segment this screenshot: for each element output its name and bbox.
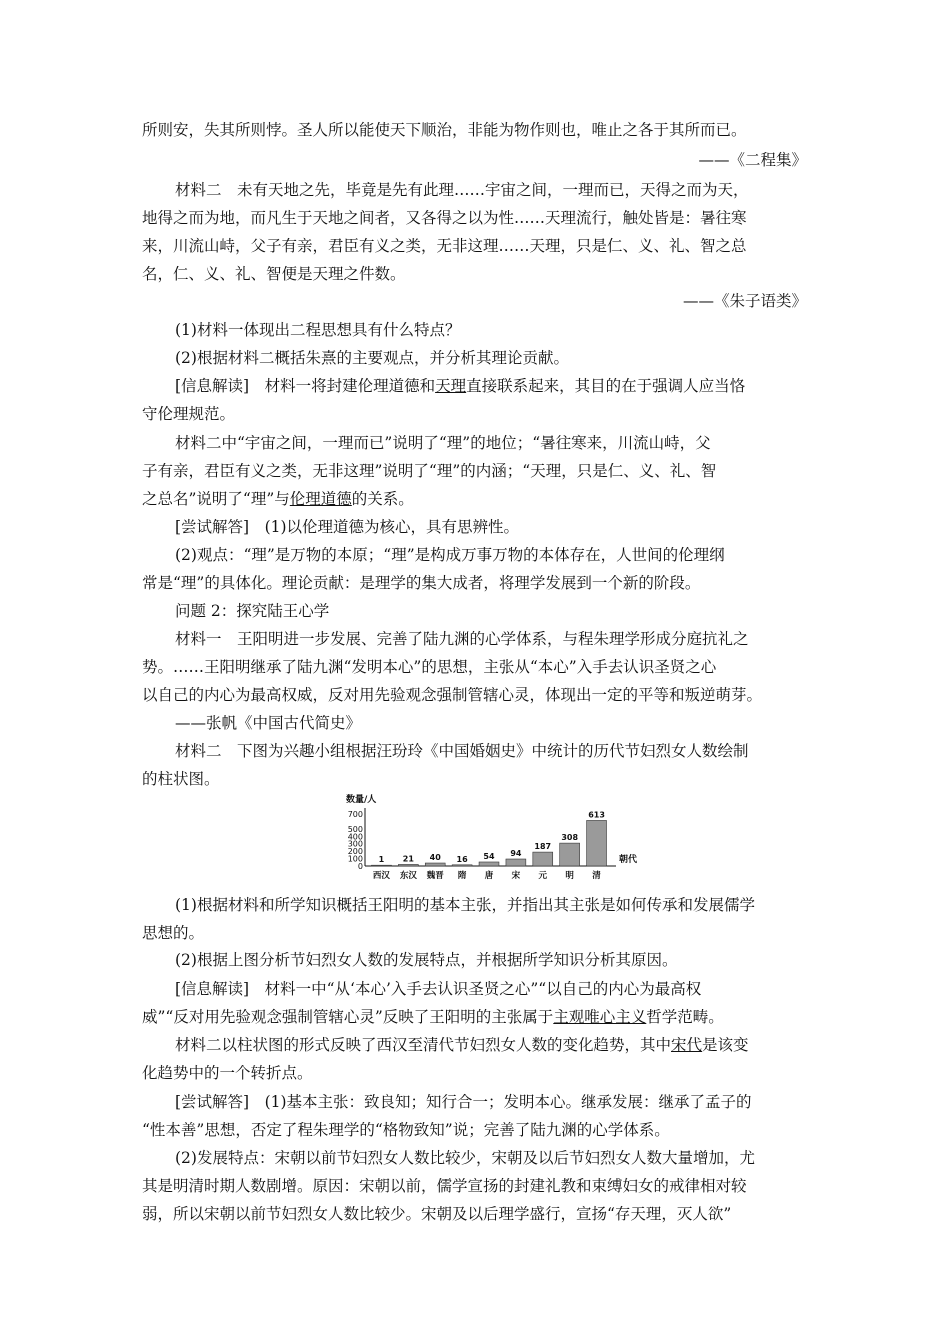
text-line: 材料二 下图为兴趣小组根据汪玢玲《中国婚姻史》中统计的历代节妇烈女人数绘制 xyxy=(175,742,749,760)
text-line xyxy=(142,1005,807,1029)
text-line: 来，川流山峙，父子有亲，君臣有义之类，无非这理……天理，只是仁、义、礼、智之总 xyxy=(142,237,747,255)
x-tick-label: 隋 xyxy=(457,871,467,881)
text-segment: 的关系。 xyxy=(351,490,414,508)
text-line: 所则安，失其所则悖。圣人所以能使天下顺治，非能为物作则也，唯止之各于其所而已。 xyxy=(142,121,747,139)
text-segment: [信息解读] 材料一将封建伦理道德和 xyxy=(175,377,436,395)
y-axis-label: 数量/人 xyxy=(346,795,377,805)
question-line: (1)材料一体现出二程思想具有什么特点？ xyxy=(175,321,461,339)
text-line xyxy=(175,374,807,398)
bar-chart xyxy=(338,788,638,888)
text-line xyxy=(142,487,807,511)
x-tick-label: 西汉 xyxy=(372,871,390,881)
answer-line: (2)发展特点：宋朝以前节妇烈女人数比较少，宋朝及以后节妇烈女人数大量增加，尤 xyxy=(175,1149,755,1167)
y-tick-label: 200 xyxy=(347,847,363,857)
bar xyxy=(371,865,391,866)
text-line: 化趋势中的一个转折点。 xyxy=(142,1064,313,1082)
bar xyxy=(479,862,499,866)
underlined-term: 天理 xyxy=(435,377,467,395)
text-line: 以自己的内心为最高权威，反对用先验观念强制管辖心灵，体现出一定的平等和叛逆萌芽。 xyxy=(142,686,763,704)
text-segment: 哲学范畴。 xyxy=(646,1008,724,1026)
question-line: (1)根据材料和所学知识概括王阳明的基本主张，并指出其主张是如何传承和发展儒学 xyxy=(175,896,755,914)
text-line: 守伦理规范。 xyxy=(142,405,236,423)
x-axis-label: 朝代 xyxy=(619,855,638,865)
question-line: 思想的。 xyxy=(142,924,205,942)
answer-line: 弱，所以宋朝以前节妇烈女人数比较少。宋朝及以后理学盛行，宣扬“存天理，灭人欲” xyxy=(142,1205,732,1223)
underlined-term: 宋代 xyxy=(671,1036,703,1054)
source-citation: ——《二程集》 xyxy=(698,151,807,169)
answer-line: [尝试解答] (1)以伦理道德为核心，具有思辨性。 xyxy=(175,518,520,536)
text-line: 的柱状图。 xyxy=(142,770,220,788)
text-segment: 材料二以柱状图的形式反映了西汉至清代节妇烈女人数的变化趋势，其中 xyxy=(175,1036,672,1054)
bar-data-label: 54 xyxy=(483,851,495,861)
bar xyxy=(506,859,526,866)
question-line: (2)根据上图分析节妇烈女人数的发展特点，并根据所学知识分析其原因。 xyxy=(175,951,678,969)
bar-data-label: 1 xyxy=(378,855,385,865)
bar-data-label: 94 xyxy=(510,849,522,859)
y-tick-label: 700 xyxy=(347,810,363,819)
x-tick-label: 清 xyxy=(592,871,601,881)
text-segment: 之总名”说明了“理”与 xyxy=(142,490,290,508)
answer-line: 其是明清时期人数剧增。原因：宋朝以前，儒学宣扬的封建礼教和束缚妇女的戒律相对较 xyxy=(142,1177,747,1195)
underlined-term: 伦理道德 xyxy=(289,490,352,508)
text-line: 势。……王阳明继承了陆九渊“发明本心”的思想，主张从“本心”入手去认识圣贤之心 xyxy=(142,658,717,676)
x-tick-label: 唐 xyxy=(484,871,494,881)
bar xyxy=(425,863,445,866)
x-tick-label: 东汉 xyxy=(399,871,417,881)
text-segment: 是该变 xyxy=(702,1036,749,1054)
bar xyxy=(398,864,418,866)
text-line: 材料二中“宇宙之间，一理而已”说明了“理”的地位；“暑往寒来，川流山峙，父 xyxy=(175,434,711,452)
text-line: 地得之而为地，而凡生于天地之间者，又各得之以为性……天理流行，触处皆是：暑往寒 xyxy=(142,209,747,227)
bar-data-label: 187 xyxy=(534,842,552,852)
bar-data-label: 613 xyxy=(588,810,605,820)
text-line: 名，仁、义、礼、智便是天理之件数。 xyxy=(142,265,406,283)
source-citation: ——《朱子语类》 xyxy=(682,292,807,310)
text-line: 材料二 未有天地之先，毕竟是先有此理……宇宙之间，一理而已，天得之而为天， xyxy=(175,181,749,199)
y-tick-label: 500 xyxy=(347,824,363,834)
text-line: 材料一 王阳明进一步发展、完善了陆九渊的心学体系，与程朱理学形成分庭抗礼之 xyxy=(175,630,749,648)
bar xyxy=(533,852,553,866)
text-line: [信息解读] 材料一中“从‘本心’入手去认识圣贤之心”“以自己的内心为最高权 xyxy=(175,980,702,998)
x-tick-label: 宋 xyxy=(511,871,521,881)
answer-line: “性本善”思想，否定了程朱理学的“格物致知”说；完善了陆九渊的心学体系。 xyxy=(142,1121,670,1139)
bar-data-label: 40 xyxy=(429,853,441,863)
x-tick-label: 明 xyxy=(565,871,574,881)
x-tick-label: 元 xyxy=(538,871,548,881)
answer-line: [尝试解答] (1)基本主张：致良知；知行合一；发明本心。继承发展：继承了孟子的 xyxy=(175,1093,752,1111)
bar xyxy=(560,843,580,866)
section-heading: 问题 2：探究陆王心学 xyxy=(175,602,330,620)
y-tick-label: 400 xyxy=(347,832,363,842)
bar xyxy=(587,820,607,866)
text-line: 子有亲，君臣有义之类，无非这理”说明了“理”的内涵；“天理，只是仁、义、礼、智 xyxy=(142,462,717,480)
y-tick-label: 0 xyxy=(357,862,363,871)
underlined-term: 主观唯心主义 xyxy=(553,1008,647,1026)
text-line xyxy=(175,1033,807,1057)
bar-data-label: 308 xyxy=(561,833,579,843)
bar xyxy=(452,865,472,866)
text-segment: 直接联系起来，其目的在于强调人应当恪 xyxy=(466,377,746,395)
answer-line: 常是“理”的具体化。理论贡献：是理学的集大成者，将理学发展到一个新的阶段。 xyxy=(142,574,701,592)
x-tick-label: 魏晋 xyxy=(426,871,444,881)
chart-group xyxy=(346,793,638,881)
answer-line: (2)观点：“理”是万物的本原；“理”是构成万事万物的本体存在，人世间的伦理纲 xyxy=(175,546,725,564)
bar-data-label: 16 xyxy=(456,854,468,864)
text-segment: 威”“反对用先验观念强制管辖心灵”反映了王阳明的主张属于 xyxy=(142,1008,554,1026)
y-tick-label: 100 xyxy=(347,854,363,864)
y-tick-label: 300 xyxy=(347,839,363,849)
question-line: (2)根据材料二概括朱熹的主要观点，并分析其理论贡献。 xyxy=(175,349,569,367)
source-citation: ——张帆《中国古代简史》 xyxy=(175,714,362,732)
bar-data-label: 21 xyxy=(402,854,414,864)
